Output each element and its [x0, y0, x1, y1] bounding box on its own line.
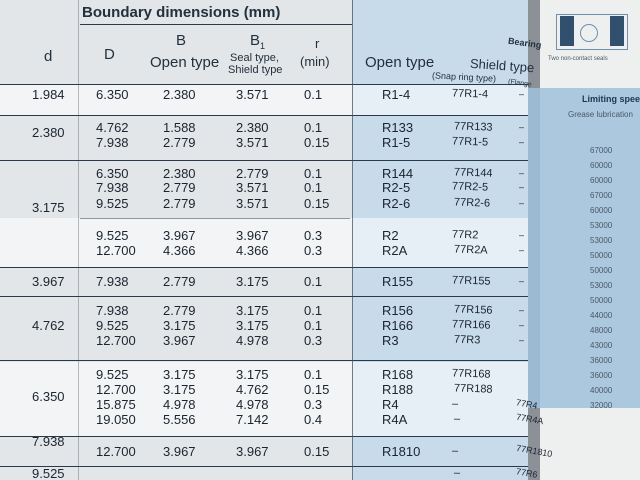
- cell-r: 0.1: [304, 180, 323, 195]
- cell-B1: 3.175: [236, 318, 269, 333]
- cell-r: 0.1: [304, 166, 323, 181]
- cell-D: 4.762: [96, 120, 129, 135]
- limiting-speed-value: 60000: [590, 161, 613, 170]
- cell-B1: 4.978: [236, 333, 269, 348]
- cell-B: 2.380: [163, 87, 196, 102]
- cell-open: R4A: [382, 412, 408, 427]
- cell-B1: 4.762: [236, 382, 269, 397]
- limiting-speed-header: Limiting spee: [582, 94, 640, 104]
- limiting-speed-value: 44000: [590, 311, 613, 320]
- cell-flange: –: [519, 320, 525, 330]
- cell-B1: 3.175: [236, 303, 269, 318]
- cell-D: 9.525: [96, 318, 129, 333]
- cell-open: R144: [382, 166, 414, 181]
- cell-B: 3.175: [163, 382, 196, 397]
- col-r-min-header: (min): [300, 54, 330, 69]
- col-B1-line2: Shield type: [228, 64, 283, 76]
- cell-flange: –: [519, 305, 525, 315]
- cell-open: R168: [382, 367, 414, 382]
- column-divider: [78, 0, 79, 480]
- limiting-speed-value: 60000: [590, 206, 613, 215]
- col-r-header: r: [315, 36, 320, 51]
- cell-flange: –: [519, 276, 525, 286]
- cell-open: R1-4: [382, 87, 411, 102]
- cell-D: 9.525: [96, 228, 129, 243]
- cell-D: 7.938: [96, 303, 129, 318]
- limiting-speed-value: 50000: [590, 266, 613, 275]
- cell-B: 2.380: [163, 166, 196, 181]
- diagram-caption: Two non-contact seals: [548, 56, 608, 62]
- header-underline: [80, 24, 352, 25]
- cell-shield: 77R2-6: [453, 196, 491, 210]
- cell-D: 12.700: [96, 382, 136, 397]
- table-rule: [0, 296, 528, 297]
- cell-open: R2-5: [382, 180, 411, 195]
- cell-d: 9.525: [32, 466, 65, 480]
- cell-flange: –: [519, 182, 525, 192]
- cell-open: R188: [382, 382, 414, 397]
- limiting-speed-value: 40000: [590, 386, 613, 395]
- cell-B: 3.175: [163, 318, 196, 333]
- cell-D: 12.700: [96, 243, 136, 258]
- limiting-speed-value: 67000: [590, 191, 613, 200]
- cell-shield: 77R133: [453, 120, 493, 134]
- cell-open: R155: [382, 274, 414, 289]
- cell-D: 6.350: [96, 166, 129, 181]
- cell-r: 0.15: [304, 382, 330, 397]
- cell-D: 6.350: [96, 87, 129, 102]
- col-B-open-header: Open type: [150, 54, 220, 71]
- cell-open: R4: [382, 397, 399, 412]
- cell-D: 9.525: [96, 196, 129, 211]
- limiting-speed-value: 43000: [590, 341, 613, 350]
- cell-shield: 77R166: [451, 318, 491, 332]
- cell-B: 4.978: [163, 397, 196, 412]
- cell-B: 3.967: [163, 444, 196, 459]
- cell-open: R156: [382, 303, 414, 318]
- cell-B1: 3.967: [236, 228, 269, 243]
- cell-open: R1-5: [382, 135, 411, 150]
- cell-r: 0.4: [304, 412, 323, 427]
- cell-shield: 77R155: [451, 274, 491, 288]
- col-d-header: d: [44, 48, 53, 65]
- cell-B: 3.175: [163, 367, 196, 382]
- cell-r: 0.1: [304, 303, 323, 318]
- cell-open: R2A: [382, 243, 408, 258]
- limiting-speed-panel: [528, 88, 640, 408]
- col-open-type-header: Open type: [365, 54, 435, 71]
- grease-lubrication-label: Grease lubrication: [568, 110, 633, 119]
- cell-shield: –: [451, 444, 459, 458]
- cell-B: 2.779: [163, 180, 196, 195]
- table-rule: [0, 360, 528, 361]
- cell-D: 12.700: [96, 333, 136, 348]
- cell-shield: 77R144: [453, 166, 493, 180]
- cell-D: 12.700: [96, 444, 136, 459]
- col-B-header: B: [176, 32, 187, 49]
- cell-open: R2: [382, 228, 399, 243]
- table-rule: [0, 436, 528, 437]
- limiting-speed-value: 53000: [590, 281, 613, 290]
- cell-B: 2.779: [163, 274, 196, 289]
- limiting-speed-value: 32000: [590, 401, 613, 410]
- cell-r: 0.3: [304, 228, 323, 243]
- cell-B1: 3.571: [236, 135, 269, 150]
- cell-B: 3.967: [163, 333, 196, 348]
- cell-B1: 7.142: [236, 412, 269, 427]
- cell-open: R3: [382, 333, 399, 348]
- cell-d: 6.350: [32, 389, 65, 404]
- col-shield-type-header: Shield type: [469, 55, 535, 76]
- cell-flange: –: [519, 335, 525, 345]
- cell-B1: 3.571: [236, 196, 269, 211]
- cell-shield: 77R1-4: [451, 87, 489, 101]
- cell-B: 2.779: [163, 303, 196, 318]
- cell-d: 3.967: [32, 274, 65, 289]
- cell-open: R1810: [382, 444, 421, 459]
- cell-B1: 2.779: [236, 166, 269, 181]
- cell-flange: –: [519, 230, 525, 240]
- cell-B1: 3.571: [236, 87, 269, 102]
- cell-B: 4.366: [163, 243, 196, 258]
- cell-B: 2.779: [163, 196, 196, 211]
- table-rule: [0, 466, 528, 467]
- cell-r: 0.15: [304, 196, 330, 211]
- table-rule: [0, 84, 528, 85]
- cell-B: 2.779: [163, 135, 196, 150]
- limiting-speed-value: 48000: [590, 326, 613, 335]
- cell-B1: 3.967: [236, 444, 269, 459]
- cell-d: 3.175: [32, 200, 65, 215]
- cell-r: 0.15: [304, 135, 330, 150]
- cell-open: R2-6: [382, 196, 411, 211]
- cell-shield: –: [453, 412, 461, 426]
- cell-r: 0.1: [304, 367, 323, 382]
- cell-flange: 77R1810: [515, 442, 554, 460]
- cell-r: 0.1: [304, 318, 323, 333]
- cell-r: 0.1: [304, 87, 323, 102]
- cell-r: 0.1: [304, 120, 323, 135]
- limiting-speed-value: 36000: [590, 371, 613, 380]
- cell-flange: –: [519, 245, 525, 255]
- table-rule: [0, 160, 528, 161]
- cell-D: 7.938: [96, 180, 129, 195]
- cell-D: 15.875: [96, 397, 136, 412]
- limiting-speed-value: 50000: [590, 296, 613, 305]
- limiting-speed-value: 36000: [590, 356, 613, 365]
- cell-D: 7.938: [96, 135, 129, 150]
- cell-D: 7.938: [96, 274, 129, 289]
- cell-flange: –: [519, 122, 525, 132]
- cell-shield: 77R2A: [453, 243, 488, 257]
- col-snap-ring-header: (Snap ring type): [431, 70, 497, 84]
- limiting-speed-value: 60000: [590, 176, 613, 185]
- col-D-header: D: [104, 46, 115, 63]
- ball-icon: [580, 24, 598, 42]
- cell-shield: 77R168: [451, 367, 491, 381]
- cell-r: 0.3: [304, 397, 323, 412]
- cell-d: 4.762: [32, 318, 65, 333]
- cell-r: 0.3: [304, 333, 323, 348]
- cell-flange: –: [519, 137, 525, 147]
- seal-icon: [560, 16, 574, 46]
- cell-B1: 2.380: [236, 120, 269, 135]
- cell-r: 0.3: [304, 243, 323, 258]
- seal-icon: [610, 16, 624, 46]
- boundary-dimensions-title: Boundary dimensions (mm): [82, 4, 281, 21]
- cell-D: 19.050: [96, 412, 136, 427]
- cell-flange: 77R4: [515, 397, 539, 411]
- cell-B1: 3.175: [236, 367, 269, 382]
- limiting-speed-value: 53000: [590, 221, 613, 230]
- cell-r: 0.15: [304, 444, 330, 459]
- cell-shield: 77R3: [453, 333, 481, 347]
- table-rule: [0, 267, 528, 268]
- cell-flange: –: [519, 198, 525, 208]
- cell-B: 1.588: [163, 120, 196, 135]
- col-B1-line1: Seal type,: [230, 52, 279, 64]
- cell-open: R166: [382, 318, 414, 333]
- cell-D: 9.525: [96, 367, 129, 382]
- cell-shield: 77R156: [453, 303, 493, 317]
- cell-d: 1.984: [32, 87, 65, 102]
- limiting-speed-value: 67000: [590, 146, 613, 155]
- bearing-header: Bearing: [507, 35, 543, 51]
- col-B1-header: $B_1$: [250, 32, 266, 51]
- table-subrule: [80, 218, 350, 219]
- cell-flange: 77R4A: [515, 411, 545, 427]
- limiting-speed-value: 53000: [590, 236, 613, 245]
- column-divider: [352, 0, 353, 480]
- cell-shield: 77R2-5: [451, 180, 489, 194]
- cell-flange: –: [519, 89, 525, 99]
- cell-B1: 3.571: [236, 180, 269, 195]
- cell-B: 5.556: [163, 412, 196, 427]
- cell-B1: 4.978: [236, 397, 269, 412]
- cell-shield: 77R2: [451, 228, 479, 242]
- cell-d: 2.380: [32, 125, 65, 140]
- cell-shield: –: [453, 466, 461, 480]
- cell-flange: 77R6: [515, 466, 539, 480]
- cell-flange: –: [519, 168, 525, 178]
- cell-r: 0.1: [304, 274, 323, 289]
- col-flange-header: (Flange: [507, 78, 533, 89]
- cell-d: 7.938: [32, 434, 65, 449]
- cell-B1: 4.366: [236, 243, 269, 258]
- cell-B1: 3.175: [236, 274, 269, 289]
- limiting-speed-value: 50000: [590, 251, 613, 260]
- cell-shield: –: [451, 397, 459, 411]
- table-rule: [0, 115, 528, 116]
- cell-shield: 77R188: [453, 382, 493, 396]
- cell-B: 3.967: [163, 228, 196, 243]
- cell-shield: 77R1-5: [451, 135, 489, 149]
- cell-open: R133: [382, 120, 414, 135]
